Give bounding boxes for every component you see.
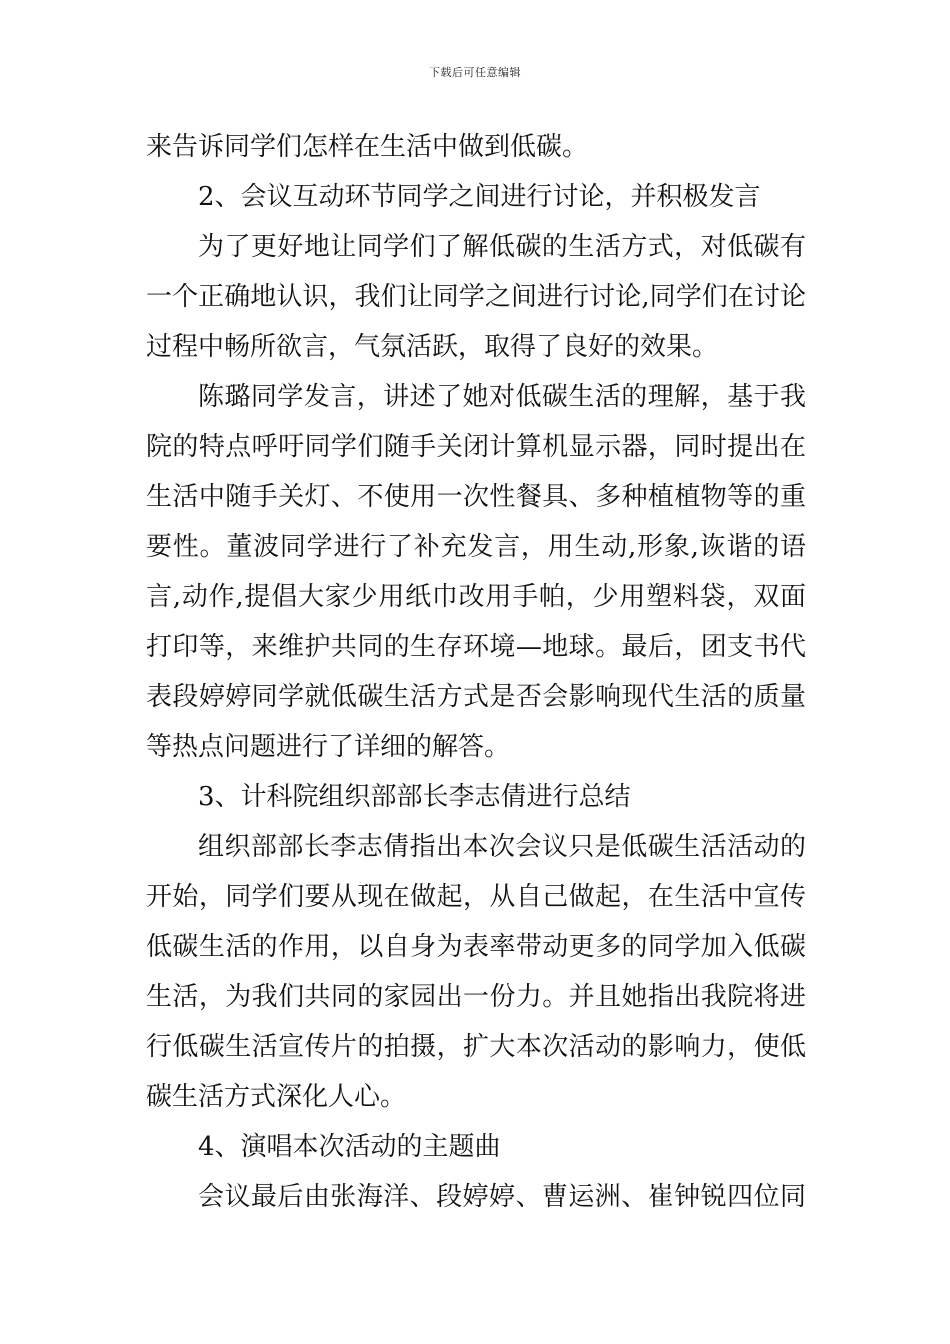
paragraph-line: 过程中畅所欲言，气氛活跃，取得了良好的效果。: [146, 332, 719, 362]
section-heading: 4、演唱本次活动的主题曲: [198, 1132, 501, 1162]
paragraph-line: 陈璐同学发言，讲述了她对低碳生活的理解，基于我: [198, 382, 806, 412]
paragraph-line: 表段婷婷同学就低碳生活方式是否会影响现代生活的质量: [146, 682, 806, 712]
paragraph-line: 打印等，来维护共同的生存环境—地球。最后，团支书代: [146, 632, 806, 662]
section-heading: 2、会议互动环节同学之间进行讨论，并积极发言: [198, 182, 761, 212]
paragraph-line: 院的特点呼吁同学们随手关闭计算机显示器，同时提出在: [146, 432, 806, 462]
paragraph-line: 低碳生活的作用，以自身为表率带动更多的同学加入低碳: [146, 932, 806, 962]
paragraph-line: 行低碳生活宣传片的拍摄，扩大本次活动的影响力，使低: [146, 1032, 806, 1062]
paragraph-line: 组织部部长李志倩指出本次会议只是低碳生活活动的: [198, 832, 806, 862]
paragraph-line: 等热点问题进行了详细的解答。: [146, 732, 511, 762]
page-header: 下载后可任意编辑: [429, 66, 521, 79]
paragraph-line: 言,动作,提倡大家少用纸巾改用手帕，少用塑料袋，双面: [146, 582, 806, 612]
section-heading: 3、计科院组织部部长李志倩进行总结: [198, 782, 631, 812]
paragraph-line: 生活，为我们共同的家园出一份力。并且她指出我院将进: [146, 982, 806, 1012]
paragraph-line: 会议最后由张海洋、段婷婷、曹运洲、崔钟锐四位同: [198, 1182, 806, 1212]
paragraph-line: 要性。董波同学进行了补充发言，用生动,形象,诙谐的语: [146, 532, 806, 562]
paragraph-line: 开始，同学们要从现在做起，从自己做起，在生活中宣传: [146, 882, 806, 912]
paragraph-line: 为了更好地让同学们了解低碳的生活方式，对低碳有: [198, 232, 806, 262]
paragraph-line: 碳生活方式深化人心。: [146, 1082, 407, 1112]
paragraph-line: 来告诉同学们怎样在生活中做到低碳。: [146, 132, 589, 162]
paragraph-line: 一个正确地认识，我们让同学之间进行讨论,同学们在讨论: [146, 282, 806, 312]
paragraph-line: 生活中随手关灯、不使用一次性餐具、多种植植物等的重: [146, 482, 806, 512]
document-body: [146, 122, 806, 1222]
